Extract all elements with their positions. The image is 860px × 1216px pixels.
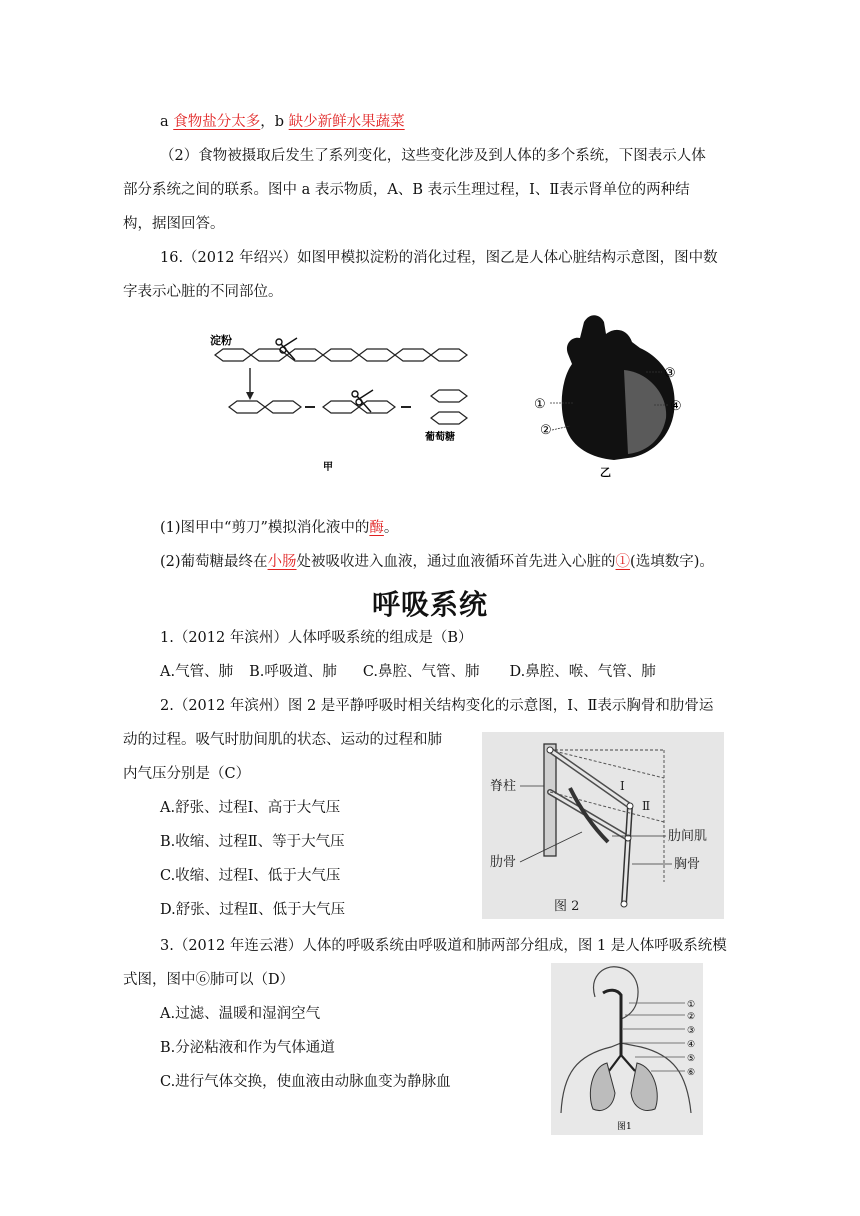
a16-2-answer2: ①: [615, 554, 631, 570]
q2-line1: 2.（2012 年滨州）图 2 是平静呼吸时相关结构变化的示意图，Ⅰ、Ⅱ表示胸骨和肋骨运: [160, 698, 714, 714]
q2-line2: 动的过程。吸气时肋间肌的状态、运动的过程和肺: [123, 732, 442, 748]
q3-option-b: B.分泌粘液和作为气体通道: [160, 1040, 335, 1056]
label-a: a: [160, 114, 174, 130]
label-intercostal: 肋间肌: [668, 829, 708, 844]
heart-label-3: ③: [664, 366, 676, 381]
breathing-rib-figure: [482, 732, 724, 919]
a16-1-answer: 酶: [369, 520, 384, 536]
fig1-label-5: ⑤: [687, 1054, 696, 1064]
q16-line1: 16.（2012 年绍兴）如图甲模拟淀粉的消化过程，图乙是人体心脏结构示意图，图中数: [160, 250, 718, 266]
label-glucose: 葡萄糖: [425, 432, 455, 443]
maltose-chain: [229, 390, 467, 424]
q2-option-a: A.舒张、过程Ⅰ、高于大气压: [160, 800, 341, 816]
paragraph-2: [123, 146, 733, 166]
answer-16-2: [160, 552, 714, 572]
caption-jia: 甲: [323, 462, 333, 473]
starch-digestion-figure: [205, 322, 475, 474]
a16-2-end: (选填数字)。: [630, 554, 714, 570]
heart-label-2: ②: [540, 423, 552, 438]
starch-chain: [215, 349, 467, 361]
q2-line3: 内气压分别是（C）: [123, 766, 251, 782]
q1-stem: 1.（2012 年滨州）人体呼吸系统的组成是（B）: [160, 630, 473, 646]
caption-yi: 乙: [600, 466, 611, 479]
a16-2-text: (2)葡萄糖最终在: [160, 554, 268, 570]
label-roman-1: Ⅰ: [620, 779, 625, 793]
a16-1-text: (1)图甲中“剪刀”模拟消化液中的: [160, 520, 370, 536]
spine-bar: [544, 744, 556, 856]
heart-label-4: ④: [670, 399, 682, 414]
answer-b: 缺少新鲜水果蔬菜: [288, 114, 405, 130]
respiratory-system-figure: [551, 963, 703, 1135]
fig1-label-1: ①: [687, 1000, 696, 1010]
q3-option-c: C.进行气体交换，使血液由动脉血变为静脉血: [160, 1074, 451, 1090]
fig1-label-3: ③: [687, 1026, 696, 1036]
label-spine: 脊柱: [490, 779, 517, 794]
caption-fig1: 图1: [617, 1122, 632, 1132]
paragraph-2-line2: 部分系统之间的联系。图中 a 表示物质，A、B 表示生理过程，Ⅰ、Ⅱ表示肾单位的两种结: [123, 182, 690, 198]
q3-line2: 式图，图中⑥肺可以（D）: [123, 972, 295, 988]
heart-figure: [528, 308, 696, 480]
fig1-label-6: ⑥: [687, 1068, 696, 1078]
section-title: 呼吸系统: [371, 588, 488, 621]
heart-label-1: ①: [534, 397, 546, 412]
q2-option-c: C.收缩、过程Ⅰ、低于大气压: [160, 868, 341, 884]
a16-1-end: 。: [383, 520, 399, 536]
p2-line1: （2）食物被摄取后发生了系列变化，这些变化涉及到人体的多个系统，下图表示人体: [160, 148, 706, 164]
paragraph-2-line3: 构，据图回答。: [123, 216, 225, 232]
q1-option-a: A.气管、肺: [160, 664, 234, 680]
fig1-label-4: ④: [687, 1040, 696, 1050]
arrow-down-icon: [246, 392, 254, 400]
answer-line-a-b: [160, 112, 405, 132]
answer-a: 食物盐分太多: [173, 114, 261, 130]
heart-silhouette: [562, 315, 675, 460]
caption-fig2: 图 2: [554, 899, 580, 914]
q2-option-d: D.舒张、过程Ⅱ、低于大气压: [160, 902, 346, 918]
q3-option-a: A.过滤、温暖和湿润空气: [160, 1006, 321, 1022]
q1-option-d: D.鼻腔、喉、气管、肺: [509, 664, 656, 680]
label-sternum: 胸骨: [674, 857, 701, 872]
a16-2-answer1: 小肠: [267, 554, 297, 570]
answer-16-1: [160, 518, 398, 538]
q3-line1: 3.（2012 年连云港）人体的呼吸系统由呼吸道和肺两部分组成，图 1 是人体呼吸系统模: [160, 938, 727, 954]
label-b: ，b: [260, 114, 289, 130]
q1-option-b: B.呼吸道、肺: [249, 664, 337, 680]
fig1-label-2: ②: [687, 1012, 696, 1022]
label-rib: 肋骨: [490, 855, 517, 870]
q1-option-c: C.鼻腔、气管、肺: [362, 664, 480, 680]
q2-option-b: B.收缩、过程Ⅱ、等于大气压: [160, 834, 345, 850]
q16-line2: 字表示心脏的不同部位。: [123, 284, 283, 300]
label-starch: 淀粉: [210, 334, 232, 347]
label-roman-2: Ⅱ: [642, 799, 651, 813]
q1-options: [160, 662, 656, 682]
a16-2-mid: 处被吸收进入血液，通过血液循环首先进入心脏的: [296, 554, 616, 570]
